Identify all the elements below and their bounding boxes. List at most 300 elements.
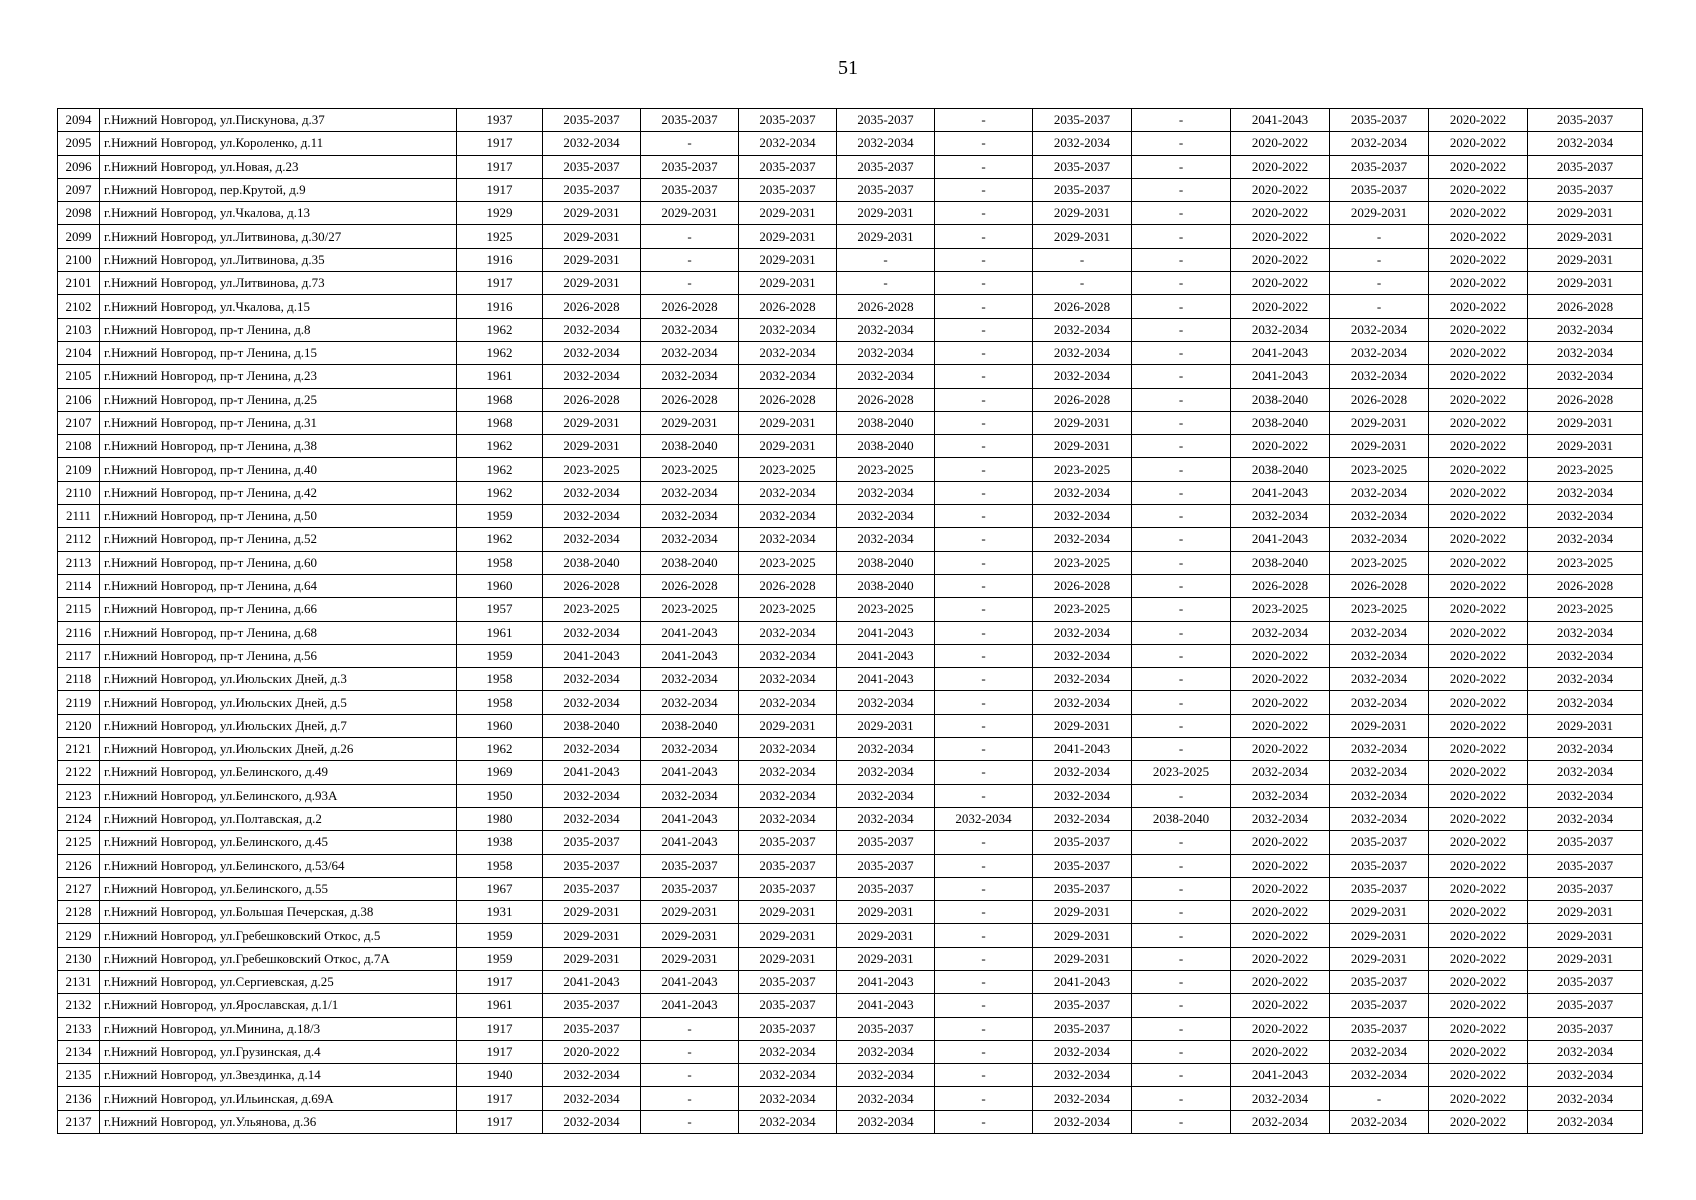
table-row: [58, 901, 1643, 924]
period-cell: 2023-2025: [739, 598, 837, 621]
period-cell: -: [1132, 877, 1231, 900]
period-cell: 2023-2025: [1330, 458, 1429, 481]
period-cell: 2032-2034: [1330, 132, 1429, 155]
address-cell: г.Нижний Новгород, пр-т Ленина, д.50: [100, 505, 457, 528]
period-cell: 2029-2031: [1330, 411, 1429, 434]
period-cell: 2020-2022: [1429, 831, 1528, 854]
period-cell: 2026-2028: [837, 295, 935, 318]
year-built-cell: 1968: [457, 388, 543, 411]
period-cell: 2032-2034: [1033, 1040, 1132, 1063]
period-cell: -: [1330, 272, 1429, 295]
period-cell: -: [1132, 248, 1231, 271]
year-built-cell: 1961: [457, 621, 543, 644]
period-cell: 2029-2031: [739, 435, 837, 458]
period-cell: 2032-2034: [837, 738, 935, 761]
period-cell: 2020-2022: [1429, 481, 1528, 504]
period-cell: -: [641, 1064, 739, 1087]
period-cell: -: [1132, 831, 1231, 854]
address-cell: г.Нижний Новгород, ул.Полтавская, д.2: [100, 807, 457, 830]
period-cell: -: [1132, 738, 1231, 761]
period-cell: 2020-2022: [1231, 901, 1330, 924]
period-cell: 2041-2043: [1033, 970, 1132, 993]
period-cell: 2029-2031: [1528, 714, 1643, 737]
period-cell: 2029-2031: [1528, 435, 1643, 458]
row-number-cell: 2127: [58, 877, 100, 900]
period-cell: 2032-2034: [1033, 528, 1132, 551]
period-cell: -: [1132, 388, 1231, 411]
row-number-cell: 2108: [58, 435, 100, 458]
year-built-cell: 1962: [457, 481, 543, 504]
period-cell: 2023-2025: [641, 598, 739, 621]
period-cell: 2029-2031: [739, 272, 837, 295]
period-cell: 2020-2022: [1429, 574, 1528, 597]
period-cell: 2035-2037: [543, 155, 641, 178]
period-cell: 2035-2037: [1528, 970, 1643, 993]
period-cell: -: [1132, 341, 1231, 364]
table-row: [58, 1087, 1643, 1110]
period-cell: 2032-2034: [1330, 341, 1429, 364]
period-cell: -: [1132, 714, 1231, 737]
address-cell: г.Нижний Новгород, ул.Гребешковский Откос, д.5: [100, 924, 457, 947]
row-number-cell: 2116: [58, 621, 100, 644]
period-cell: 2029-2031: [641, 202, 739, 225]
period-cell: 2020-2022: [1231, 714, 1330, 737]
period-cell: 2032-2034: [1330, 668, 1429, 691]
table-row: [58, 738, 1643, 761]
table-row: [58, 365, 1643, 388]
period-cell: 2020-2022: [1231, 970, 1330, 993]
period-cell: -: [935, 831, 1033, 854]
period-cell: 2032-2034: [739, 691, 837, 714]
period-cell: 2035-2037: [837, 854, 935, 877]
period-cell: -: [1132, 458, 1231, 481]
period-cell: -: [1132, 1087, 1231, 1110]
period-cell: 2026-2028: [1231, 574, 1330, 597]
period-cell: -: [1132, 691, 1231, 714]
row-number-cell: 2114: [58, 574, 100, 597]
period-cell: 2035-2037: [837, 1017, 935, 1040]
row-number-cell: 2115: [58, 598, 100, 621]
period-cell: 2035-2037: [837, 178, 935, 201]
year-built-cell: 1968: [457, 411, 543, 434]
row-number-cell: 2128: [58, 901, 100, 924]
period-cell: 2032-2034: [1033, 318, 1132, 341]
period-cell: -: [1132, 272, 1231, 295]
period-cell: 2035-2037: [739, 178, 837, 201]
period-cell: 2035-2037: [543, 831, 641, 854]
row-number-cell: 2121: [58, 738, 100, 761]
year-built-cell: 1917: [457, 272, 543, 295]
table-row: [58, 435, 1643, 458]
period-cell: 2032-2034: [641, 691, 739, 714]
row-number-cell: 2126: [58, 854, 100, 877]
period-cell: 2041-2043: [641, 621, 739, 644]
period-cell: 2020-2022: [1231, 202, 1330, 225]
period-cell: -: [1132, 994, 1231, 1017]
period-cell: 2035-2037: [641, 109, 739, 132]
period-cell: -: [935, 901, 1033, 924]
year-built-cell: 1959: [457, 947, 543, 970]
period-cell: 2020-2022: [1429, 970, 1528, 993]
row-number-cell: 2124: [58, 807, 100, 830]
period-cell: -: [1132, 225, 1231, 248]
period-cell: 2032-2034: [1528, 807, 1643, 830]
address-cell: г.Нижний Новгород, ул.Июльских Дней, д.7: [100, 714, 457, 737]
period-cell: -: [1330, 248, 1429, 271]
period-cell: 2020-2022: [1231, 831, 1330, 854]
period-cell: -: [935, 714, 1033, 737]
row-number-cell: 2111: [58, 505, 100, 528]
period-cell: 2032-2034: [1528, 691, 1643, 714]
period-cell: 2035-2037: [1330, 1017, 1429, 1040]
period-cell: 2038-2040: [837, 574, 935, 597]
address-cell: г.Нижний Новгород, пр-т Ленина, д.15: [100, 341, 457, 364]
address-cell: г.Нижний Новгород, ул.Пискунова, д.37: [100, 109, 457, 132]
period-cell: 2026-2028: [1330, 574, 1429, 597]
period-cell: 2029-2031: [837, 901, 935, 924]
address-cell: г.Нижний Новгород, ул.Июльских Дней, д.5: [100, 691, 457, 714]
year-built-cell: 1957: [457, 598, 543, 621]
period-cell: 2020-2022: [1429, 109, 1528, 132]
address-cell: г.Нижний Новгород, ул.Чкалова, д.13: [100, 202, 457, 225]
row-number-cell: 2098: [58, 202, 100, 225]
period-cell: 2026-2028: [837, 388, 935, 411]
table-row: [58, 202, 1643, 225]
table-row: [58, 621, 1643, 644]
period-cell: -: [1132, 598, 1231, 621]
period-cell: 2035-2037: [739, 854, 837, 877]
period-cell: 2032-2034: [1528, 365, 1643, 388]
period-cell: 2032-2034: [1231, 784, 1330, 807]
year-built-cell: 1962: [457, 528, 543, 551]
period-cell: 2032-2034: [739, 365, 837, 388]
period-cell: 2041-2043: [837, 621, 935, 644]
year-built-cell: 1917: [457, 1017, 543, 1040]
period-cell: 2032-2034: [1033, 784, 1132, 807]
period-cell: 2032-2034: [1330, 365, 1429, 388]
period-cell: 2032-2034: [1330, 505, 1429, 528]
period-cell: 2023-2025: [1528, 598, 1643, 621]
period-cell: -: [935, 248, 1033, 271]
period-cell: -: [1132, 644, 1231, 667]
period-cell: 2035-2037: [1528, 877, 1643, 900]
year-built-cell: 1958: [457, 854, 543, 877]
period-cell: 2041-2043: [641, 761, 739, 784]
table-row: [58, 155, 1643, 178]
period-cell: -: [641, 1017, 739, 1040]
period-cell: 2032-2034: [739, 621, 837, 644]
period-cell: 2032-2034: [739, 1087, 837, 1110]
address-cell: г.Нижний Новгород, ул.Белинского, д.49: [100, 761, 457, 784]
row-number-cell: 2123: [58, 784, 100, 807]
period-cell: -: [935, 365, 1033, 388]
address-cell: г.Нижний Новгород, ул.Большая Печерская, д.38: [100, 901, 457, 924]
period-cell: 2020-2022: [1429, 295, 1528, 318]
year-built-cell: 1961: [457, 365, 543, 388]
row-number-cell: 2122: [58, 761, 100, 784]
period-cell: -: [935, 668, 1033, 691]
address-cell: г.Нижний Новгород, ул.Звездинка, д.14: [100, 1064, 457, 1087]
period-cell: 2035-2037: [837, 155, 935, 178]
address-cell: г.Нижний Новгород, пр-т Ленина, д.23: [100, 365, 457, 388]
period-cell: 2029-2031: [641, 947, 739, 970]
period-cell: 2020-2022: [1429, 1087, 1528, 1110]
period-cell: 2020-2022: [1429, 1064, 1528, 1087]
period-cell: 2020-2022: [1231, 248, 1330, 271]
table-row: [58, 272, 1643, 295]
period-cell: 2032-2034: [1330, 644, 1429, 667]
period-cell: 2032-2034: [1330, 784, 1429, 807]
period-cell: 2041-2043: [543, 761, 641, 784]
period-cell: 2029-2031: [543, 202, 641, 225]
period-cell: 2020-2022: [1429, 598, 1528, 621]
period-cell: 2020-2022: [1429, 738, 1528, 761]
address-cell: г.Нижний Новгород, ул.Ульянова, д.36: [100, 1110, 457, 1133]
address-cell: г.Нижний Новгород, пр-т Ленина, д.25: [100, 388, 457, 411]
year-built-cell: 1925: [457, 225, 543, 248]
period-cell: 2029-2031: [1330, 901, 1429, 924]
period-cell: 2029-2031: [1033, 411, 1132, 434]
row-number-cell: 2132: [58, 994, 100, 1017]
period-cell: 2026-2028: [1528, 574, 1643, 597]
table-row: [58, 295, 1643, 318]
period-cell: -: [1132, 1110, 1231, 1133]
period-cell: -: [935, 341, 1033, 364]
period-cell: 2032-2034: [837, 784, 935, 807]
period-cell: 2020-2022: [1231, 877, 1330, 900]
period-cell: 2038-2040: [837, 435, 935, 458]
period-cell: 2032-2034: [1528, 644, 1643, 667]
table-row: [58, 318, 1643, 341]
year-built-cell: 1959: [457, 505, 543, 528]
period-cell: -: [1132, 109, 1231, 132]
period-cell: 2029-2031: [837, 924, 935, 947]
year-built-cell: 1931: [457, 901, 543, 924]
period-cell: 2020-2022: [1429, 644, 1528, 667]
period-cell: 2032-2034: [1033, 505, 1132, 528]
period-cell: 2035-2037: [543, 994, 641, 1017]
period-cell: -: [1132, 668, 1231, 691]
period-cell: -: [935, 644, 1033, 667]
address-cell: г.Нижний Новгород, ул.Грузинская, д.4: [100, 1040, 457, 1063]
housing-repair-schedule-table: [57, 108, 1643, 1134]
period-cell: 2032-2034: [1330, 691, 1429, 714]
period-cell: 2032-2034: [1033, 691, 1132, 714]
period-cell: 2032-2034: [837, 1110, 935, 1133]
period-cell: 2020-2022: [1231, 1040, 1330, 1063]
period-cell: -: [1132, 155, 1231, 178]
period-cell: 2035-2037: [1033, 994, 1132, 1017]
period-cell: 2029-2031: [739, 202, 837, 225]
year-built-cell: 1917: [457, 155, 543, 178]
period-cell: -: [1132, 132, 1231, 155]
period-cell: 2032-2034: [837, 1087, 935, 1110]
period-cell: 2032-2034: [543, 528, 641, 551]
period-cell: 2032-2034: [1033, 761, 1132, 784]
period-cell: 2023-2025: [1231, 598, 1330, 621]
year-built-cell: 1938: [457, 831, 543, 854]
year-built-cell: 1962: [457, 738, 543, 761]
row-number-cell: 2096: [58, 155, 100, 178]
period-cell: 2041-2043: [837, 994, 935, 1017]
year-built-cell: 1959: [457, 644, 543, 667]
period-cell: 2032-2034: [1231, 318, 1330, 341]
period-cell: 2032-2034: [543, 318, 641, 341]
period-cell: 2026-2028: [739, 295, 837, 318]
period-cell: 2035-2037: [1528, 994, 1643, 1017]
period-cell: -: [1132, 1017, 1231, 1040]
table-row: [58, 807, 1643, 830]
period-cell: 2023-2025: [1033, 458, 1132, 481]
period-cell: 2032-2034: [1033, 341, 1132, 364]
period-cell: 2023-2025: [1330, 598, 1429, 621]
period-cell: -: [935, 155, 1033, 178]
period-cell: 2038-2040: [641, 551, 739, 574]
period-cell: -: [935, 574, 1033, 597]
period-cell: 2038-2040: [1231, 458, 1330, 481]
period-cell: -: [1132, 505, 1231, 528]
row-number-cell: 2103: [58, 318, 100, 341]
address-cell: г.Нижний Новгород, ул.Литвинова, д.30/27: [100, 225, 457, 248]
row-number-cell: 2100: [58, 248, 100, 271]
period-cell: 2032-2034: [543, 691, 641, 714]
period-cell: -: [935, 225, 1033, 248]
table-row: [58, 178, 1643, 201]
period-cell: 2029-2031: [837, 202, 935, 225]
period-cell: 2032-2034: [1330, 481, 1429, 504]
period-cell: 2032-2034: [543, 668, 641, 691]
period-cell: -: [1132, 1040, 1231, 1063]
period-cell: 2032-2034: [1528, 528, 1643, 551]
period-cell: 2020-2022: [1429, 318, 1528, 341]
period-cell: 2032-2034: [1528, 505, 1643, 528]
row-number-cell: 2130: [58, 947, 100, 970]
address-cell: г.Нижний Новгород, ул.Белинского, д.93А: [100, 784, 457, 807]
period-cell: 2023-2025: [837, 458, 935, 481]
period-cell: 2029-2031: [543, 901, 641, 924]
period-cell: 2041-2043: [837, 644, 935, 667]
period-cell: -: [1132, 784, 1231, 807]
row-number-cell: 2135: [58, 1064, 100, 1087]
period-cell: 2032-2034: [739, 1064, 837, 1087]
period-cell: 2020-2022: [1429, 901, 1528, 924]
period-cell: -: [1132, 854, 1231, 877]
period-cell: 2020-2022: [1429, 388, 1528, 411]
period-cell: 2032-2034: [739, 528, 837, 551]
period-cell: 2035-2037: [739, 970, 837, 993]
period-cell: 2032-2034: [1330, 318, 1429, 341]
period-cell: 2020-2022: [1429, 1110, 1528, 1133]
year-built-cell: 1961: [457, 994, 543, 1017]
period-cell: -: [935, 621, 1033, 644]
period-cell: 2035-2037: [1330, 155, 1429, 178]
period-cell: 2032-2034: [1033, 1087, 1132, 1110]
year-built-cell: 1916: [457, 248, 543, 271]
period-cell: 2032-2034: [543, 505, 641, 528]
period-cell: 2032-2034: [543, 807, 641, 830]
period-cell: 2032-2034: [543, 1110, 641, 1133]
table-row: [58, 341, 1643, 364]
period-cell: 2032-2034: [1330, 738, 1429, 761]
period-cell: -: [1132, 947, 1231, 970]
period-cell: 2035-2037: [543, 1017, 641, 1040]
table-row: [58, 994, 1643, 1017]
period-cell: 2029-2031: [1033, 435, 1132, 458]
period-cell: 2020-2022: [543, 1040, 641, 1063]
period-cell: 2032-2034: [543, 341, 641, 364]
period-cell: 2035-2037: [1033, 831, 1132, 854]
period-cell: -: [935, 551, 1033, 574]
period-cell: 2032-2034: [739, 341, 837, 364]
period-cell: -: [935, 178, 1033, 201]
period-cell: -: [1330, 225, 1429, 248]
address-cell: г.Нижний Новгород, ул.Литвинова, д.35: [100, 248, 457, 271]
period-cell: 2026-2028: [1528, 388, 1643, 411]
period-cell: 2035-2037: [1528, 109, 1643, 132]
period-cell: 2032-2034: [641, 481, 739, 504]
period-cell: 2041-2043: [1231, 1064, 1330, 1087]
year-built-cell: 1950: [457, 784, 543, 807]
period-cell: 2035-2037: [543, 854, 641, 877]
period-cell: 2041-2043: [1231, 528, 1330, 551]
table-row: [58, 528, 1643, 551]
period-cell: 2041-2043: [1231, 365, 1330, 388]
period-cell: 2032-2034: [837, 318, 935, 341]
period-cell: -: [1033, 272, 1132, 295]
period-cell: 2032-2034: [739, 318, 837, 341]
period-cell: -: [1132, 551, 1231, 574]
table-body: [58, 109, 1643, 1134]
table-row: [58, 574, 1643, 597]
period-cell: 2032-2034: [1033, 132, 1132, 155]
row-number-cell: 2102: [58, 295, 100, 318]
address-cell: г.Нижний Новгород, ул.Июльских Дней, д.26: [100, 738, 457, 761]
period-cell: 2020-2022: [1429, 668, 1528, 691]
period-cell: 2032-2034: [1528, 761, 1643, 784]
row-number-cell: 2101: [58, 272, 100, 295]
row-number-cell: 2112: [58, 528, 100, 551]
period-cell: 2032-2034: [739, 738, 837, 761]
period-cell: 2032-2034: [1528, 481, 1643, 504]
row-number-cell: 2107: [58, 411, 100, 434]
period-cell: 2032-2034: [1528, 784, 1643, 807]
period-cell: 2029-2031: [543, 924, 641, 947]
period-cell: 2029-2031: [1033, 924, 1132, 947]
period-cell: 2026-2028: [543, 388, 641, 411]
period-cell: 2029-2031: [1033, 947, 1132, 970]
period-cell: 2032-2034: [1033, 668, 1132, 691]
period-cell: 2032-2034: [837, 528, 935, 551]
period-cell: 2041-2043: [1231, 341, 1330, 364]
table-row: [58, 411, 1643, 434]
period-cell: 2029-2031: [641, 901, 739, 924]
period-cell: 2023-2025: [543, 458, 641, 481]
period-cell: 2035-2037: [1033, 877, 1132, 900]
year-built-cell: 1917: [457, 970, 543, 993]
table-row: [58, 924, 1643, 947]
year-built-cell: 1958: [457, 668, 543, 691]
period-cell: 2029-2031: [739, 411, 837, 434]
period-cell: -: [935, 481, 1033, 504]
year-built-cell: 1958: [457, 551, 543, 574]
period-cell: -: [1330, 295, 1429, 318]
period-cell: 2029-2031: [1330, 435, 1429, 458]
period-cell: 2041-2043: [543, 644, 641, 667]
period-cell: 2032-2034: [543, 132, 641, 155]
address-cell: г.Нижний Новгород, ул.Ярославская, д.1/1: [100, 994, 457, 1017]
period-cell: 2032-2034: [1528, 1110, 1643, 1133]
period-cell: 2020-2022: [1429, 691, 1528, 714]
